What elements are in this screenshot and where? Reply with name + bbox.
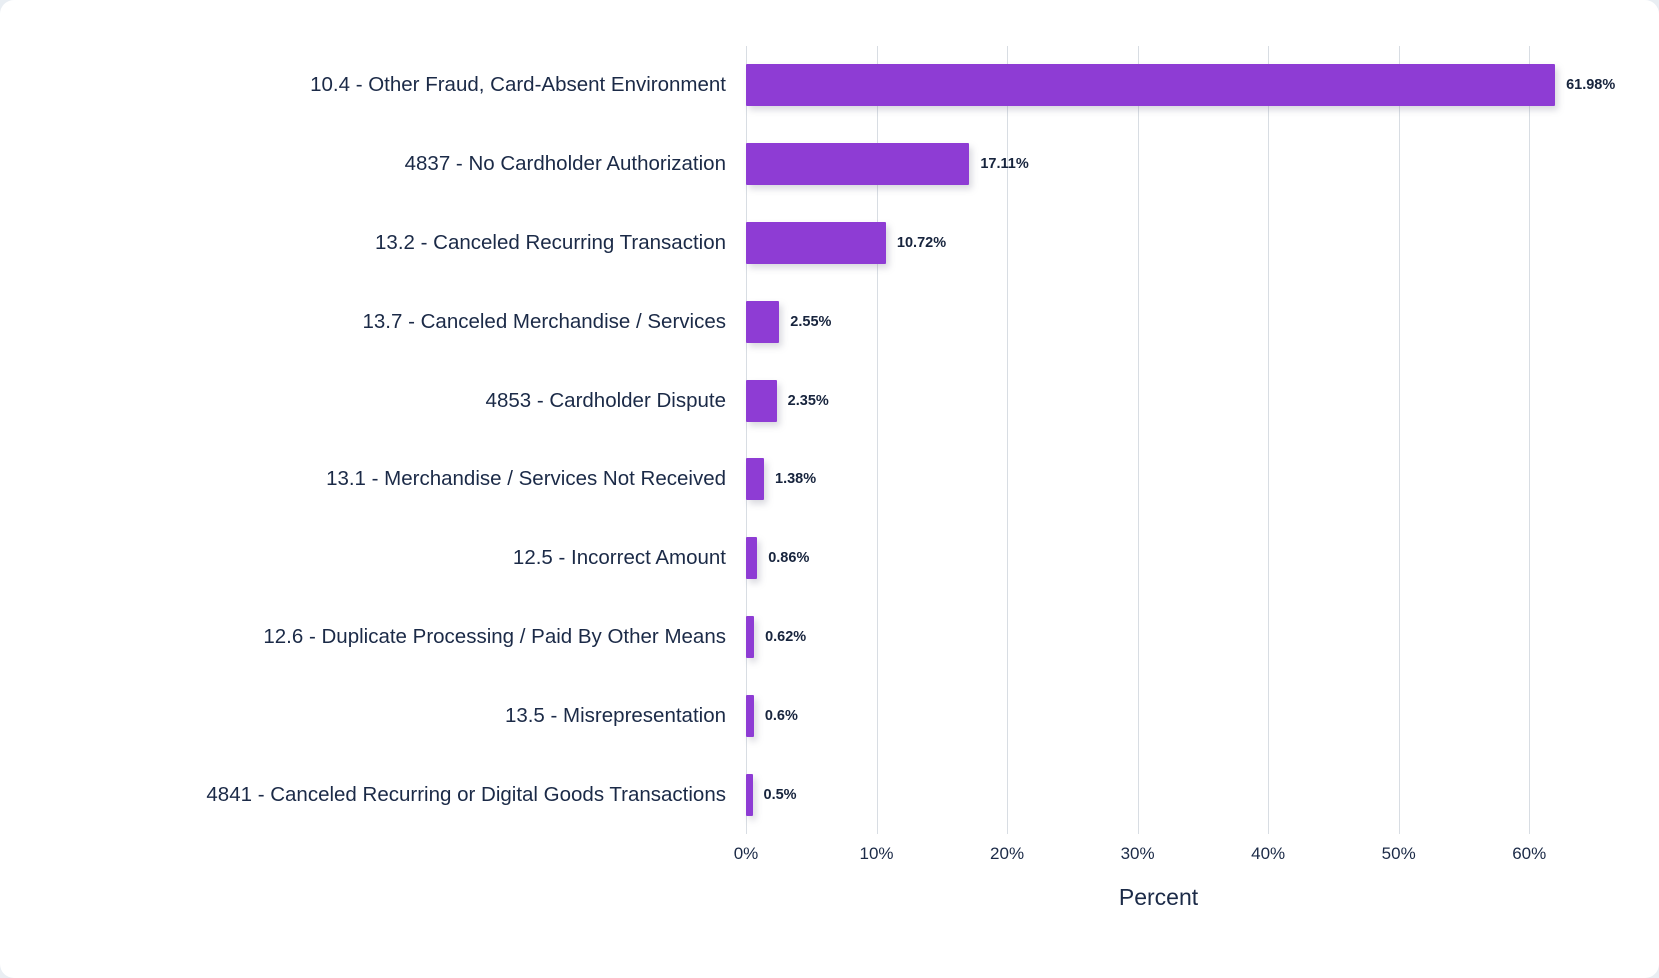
bar[interactable]: [746, 301, 779, 343]
y-axis-tick-label: 4841 - Canceled Recurring or Digital Goods Transactions: [206, 782, 726, 806]
bar-row[interactable]: [746, 676, 1571, 755]
x-axis-tick-label: 0%: [733, 844, 759, 863]
bar[interactable]: [746, 143, 969, 185]
bar-value-label: 0.5%: [763, 786, 797, 803]
bar-value-label: 0.86%: [768, 550, 810, 567]
y-axis-category-labels: [0, 46, 726, 834]
x-axis-tick-label: 20%: [990, 844, 1025, 863]
bar-row[interactable]: [746, 755, 1571, 834]
bar-row[interactable]: [746, 204, 1571, 283]
x-axis-title: Percent: [1118, 884, 1199, 910]
bar-row[interactable]: [746, 46, 1616, 125]
bar[interactable]: [746, 616, 754, 658]
bar[interactable]: [746, 695, 754, 737]
bar-row[interactable]: [746, 440, 1571, 519]
x-axis-tick-label: 40%: [1251, 844, 1286, 863]
y-axis-tick-label: 10.4 - Other Fraud, Card-Absent Environment: [310, 73, 726, 97]
bar[interactable]: [746, 64, 1555, 106]
bar[interactable]: [746, 222, 886, 264]
bar-row[interactable]: [746, 125, 1571, 204]
y-axis-tick-label: 13.1 - Merchandise / Services Not Received: [326, 467, 726, 491]
bar[interactable]: [746, 458, 764, 500]
bar[interactable]: [746, 774, 753, 816]
y-axis-tick-label: 4837 - No Cardholder Authorization: [404, 152, 726, 176]
x-axis: [733, 834, 1571, 868]
bar-value-label: 61.98%: [1566, 77, 1616, 94]
bar-row[interactable]: [746, 361, 1571, 440]
bar-row[interactable]: [746, 598, 1571, 677]
bar-value-label: 0.62%: [765, 628, 807, 645]
bar-value-label: 17.11%: [980, 156, 1029, 173]
x-axis-tick-label: 50%: [1381, 844, 1416, 863]
bar-value-label: 10.72%: [896, 234, 947, 251]
bar-value-label: 0.6%: [764, 707, 798, 724]
bar[interactable]: [746, 537, 757, 579]
y-axis-tick-label: 12.5 - Incorrect Amount: [512, 546, 726, 570]
plot-area: [746, 46, 1616, 834]
bar-row[interactable]: [746, 282, 1571, 361]
y-axis-tick-label: 13.5 - Misrepresentation: [504, 703, 726, 727]
y-axis-tick-label: 4853 - Cardholder Dispute: [485, 388, 726, 412]
x-axis-tick-label: 60%: [1512, 844, 1547, 863]
x-axis-tick-label: 10%: [859, 844, 894, 863]
y-axis-tick-label: 13.7 - Canceled Merchandise / Services: [362, 309, 726, 333]
bar[interactable]: [746, 380, 777, 422]
y-axis-tick-label: 13.2 - Canceled Recurring Transaction: [375, 230, 726, 254]
bar-series: [746, 46, 1616, 834]
bar-row[interactable]: [746, 519, 1571, 598]
y-axis-tick-label: 12.6 - Duplicate Processing / Paid By Other Means: [263, 624, 726, 648]
bar-value-label: 2.55%: [790, 313, 832, 330]
x-axis-tick-label: 30%: [1120, 844, 1155, 863]
bar-value-label: 2.35%: [787, 392, 829, 409]
bar-value-label: 1.38%: [775, 471, 817, 488]
